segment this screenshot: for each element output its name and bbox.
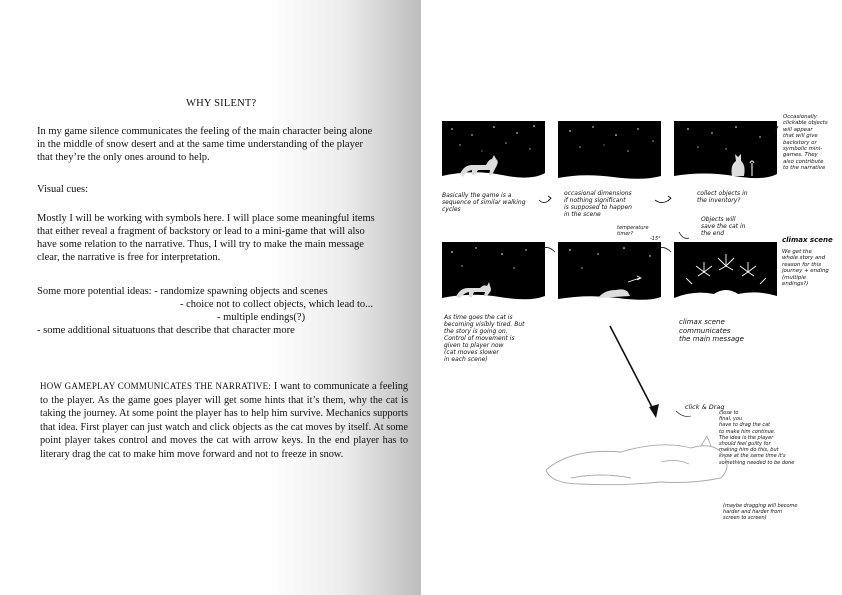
gameplay-heading: HOW GAMEPLAY COMMUNICATES THE NARRATIVE: bbox=[40, 381, 271, 391]
arrow-icon bbox=[668, 196, 671, 201]
ideas-item: - multiple endings(?) bbox=[217, 312, 306, 323]
note-collect-objects: collect objects in the inventory? bbox=[697, 190, 748, 204]
note-temperature: temperature timer? bbox=[617, 225, 649, 237]
sketch-overlay bbox=[421, 0, 842, 595]
note-click-drag: click & Drag bbox=[685, 403, 725, 411]
ideas-item: - choice not to collect objects, which lead to... bbox=[180, 299, 374, 310]
text-line: have some relation to the narrative. Thus, I will try to make the main message bbox=[37, 239, 364, 250]
gameplay-paragraph bbox=[40, 380, 408, 461]
paragraph-symbols bbox=[37, 212, 409, 264]
note-clickable-objects: Occasionally clickable objects will appear that will give backstory or symbolic mini- games. They also contribute to the narrative bbox=[783, 114, 828, 172]
text-line: in the middle of snow desert and at the same time understanding of the player bbox=[37, 139, 363, 150]
ideas-list bbox=[37, 285, 409, 337]
note-climax-body: We get the whole story and reason for this journey + ending (multiple endings?) bbox=[782, 249, 829, 288]
text-line: that either reveal a fragment of backstory or lead to a mini-game that will also bbox=[37, 226, 365, 237]
paragraph-silence bbox=[37, 125, 409, 164]
text-line: In my game silence communicates the feeling of the main character being alone bbox=[37, 126, 373, 137]
text-line: that they’re the only ones around to help. bbox=[37, 152, 210, 163]
big-arrow-icon bbox=[610, 326, 659, 418]
text-line: Mostly I will be working with symbols here. I will place some meaningful items bbox=[37, 213, 375, 224]
arrow-icon bbox=[679, 232, 689, 238]
note-objects-save: Objects will save the cat in the end bbox=[701, 216, 746, 237]
ideas-item: - some additional situatuons that describe that character more bbox=[37, 325, 295, 336]
arrow-icon bbox=[655, 247, 671, 252]
note-dimensions: occasional dimensions if nothing significant is supposed to happen in the scene bbox=[564, 190, 632, 218]
arrow-icon bbox=[775, 126, 778, 132]
note-cat-tired: As time goes the cat is becoming visibly tired. But the story is going on. Control of movement is given to player now (cat moves slower in each scene) bbox=[444, 314, 525, 363]
note-climax-title: climax scene bbox=[782, 236, 833, 244]
page-title: WHY SILENT? bbox=[186, 98, 257, 109]
arrow-icon bbox=[540, 247, 555, 252]
note-dragging-harder: (maybe dragging will become harder and harder from screen to screen) bbox=[723, 503, 798, 522]
note-final-drag: close to final, you have to drag the cat to make him continue. The idea is the player should feel guilty for making him do this, but know at the same time it's something needed to be done bbox=[719, 410, 795, 466]
ideas-item: Some more potential ideas: - randomize spawning objects and scenes bbox=[37, 286, 328, 297]
gameplay-text: I want to communicate a feeling to the player. As the game goes player will get some hints that it’s them, why the cat is taking the journey. At some point the player has to help him survive. Mechanics supports that idea. First player can just watch and click objects as the cat moves by itself. At some point player takes control and moves the cat with arrow keys. In the end player has to literary drag the cat to make him move forward and not to freeze in snow. bbox=[40, 381, 409, 460]
note-climax-message: climax scene communicates the main message bbox=[679, 318, 744, 343]
text-line: clear, the narrative is free for interpretation. bbox=[37, 252, 221, 263]
note-walking-cycles: Basically the game is a sequence of similar walking cycles bbox=[442, 192, 526, 213]
visual-cues-heading: Visual cues: bbox=[37, 184, 88, 195]
note-temp-value: -15° bbox=[650, 236, 661, 242]
right-page bbox=[421, 0, 842, 595]
drag-arrow-icon bbox=[676, 411, 691, 416]
cat-drag-sketch bbox=[546, 436, 727, 485]
